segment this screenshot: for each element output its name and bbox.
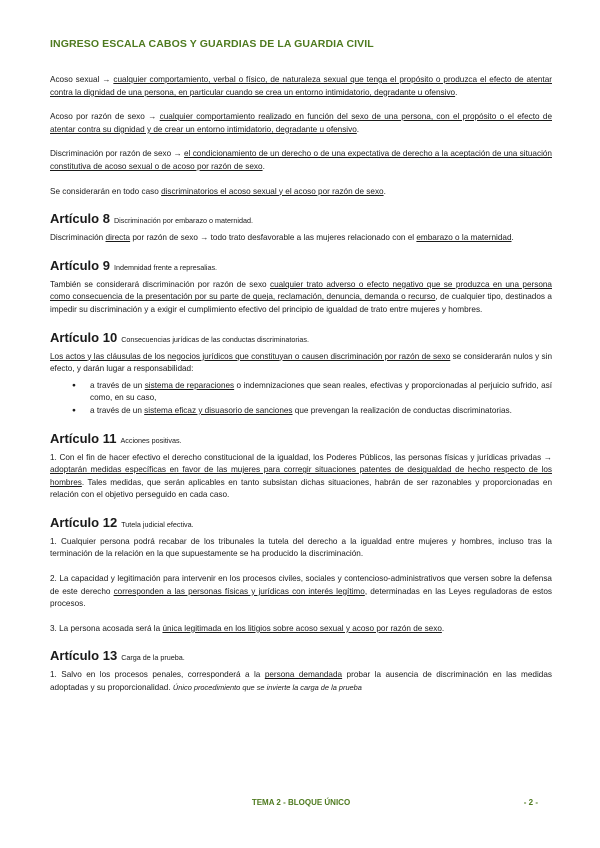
definition-acoso-sexual	[50, 74, 552, 99]
term: Discriminación por razón de sexo →	[50, 149, 185, 159]
article-subtitle: Indemnidad frente a represalias.	[113, 262, 218, 272]
definition-text: discriminatorios el acoso sexual y el acoso por razón de sexo	[161, 186, 384, 196]
article-12-paragraph-1: 1. Cualquier persona podrá recabar de los tribunales la tutela del derecho a la igualdad entre mujeres y hombres, incluso tras la terminación de la relación en la que supuestamente se ha producido la discriminación.	[50, 536, 552, 559]
article-12-heading	[50, 514, 552, 533]
article-title: Artículo 8	[50, 211, 110, 227]
text-underlined: corresponden a las personas físicas y jurídicas con interés legítimo	[113, 586, 365, 596]
text: probar la ausencia de discriminación en las medidas adoptadas y su proporcionalidad.	[50, 670, 552, 693]
punct: .	[511, 233, 514, 243]
text: a través de un	[90, 405, 145, 415]
article-9-text	[50, 279, 552, 317]
article-subtitle: Consecuencias jurídicas de las conductas discriminatorias.	[121, 334, 309, 344]
punct: .	[441, 623, 445, 633]
definition-text: cualquier comportamiento, verbal o físico, de naturaleza sexual que tenga el propósito o produzca el efecto de atentar contra la dignidad de una persona, en particular cuando se crea un entorno intimidatorio, degradante u ofensivo	[50, 75, 552, 97]
article-11-heading	[50, 430, 552, 449]
article-title: Artículo 11	[50, 430, 117, 446]
text: , de cualquier tipo, destinados a impedir su discriminación y a exigir el cumplimiento efectivo del principio de igualdad de trato entre mujeres y hombres.	[50, 292, 552, 314]
text: por razón de sexo → todo trato desfavorable a las mujeres relacionado con el	[130, 233, 417, 243]
punct: .	[383, 186, 386, 196]
text: 1. Salvo en los procesos penales, corresponderá a la	[50, 670, 265, 680]
text-underlined: sistema de reparaciones	[144, 380, 235, 390]
term: Se considerarán en todo caso	[50, 186, 162, 196]
article-8-heading	[50, 210, 552, 229]
text: se considerarán nulos y sin efecto, y darán lugar a responsabilidad:	[50, 351, 552, 374]
text: 1. Con el fin de hacer efectivo el derecho constitucional de la igualdad, los Poderes Públicos, las personas físicas y jurídicas privadas →	[50, 452, 552, 462]
text: 2. La capacidad y legitimación para intervenir en los procesos civiles, sociales y contencioso-administrativos que versen sobre la defensa de este derecho	[50, 574, 552, 596]
article-subtitle: Acciones positivas.	[120, 435, 182, 445]
article-subtitle: Discriminación por embarazo o maternidad.	[113, 216, 253, 226]
article-title: Artículo 12	[50, 514, 118, 530]
text-underlined: Los actos y las cláusulas de los negocios jurídicos que constituyan o causen discriminación por razón de sexo	[50, 351, 451, 361]
article-10-list	[50, 380, 552, 418]
article-10-text	[50, 351, 552, 376]
punct: .	[262, 161, 265, 171]
text-underlined: cualquier trato adverso o efecto negativo que se produzca en una persona como consecuencia de la presentación por su parte de queja, reclamación, denuncia, demanda o recurso	[50, 279, 552, 302]
article-subtitle: Carga de la prueba.	[121, 653, 185, 663]
article-13-text	[50, 669, 552, 694]
article-13-heading	[50, 647, 552, 666]
article-10-heading	[50, 329, 552, 348]
term: Acoso sexual →	[50, 75, 114, 84]
list-item	[90, 380, 552, 405]
punct: .	[356, 124, 360, 134]
text-underlined: embarazo o la maternidad	[416, 233, 512, 243]
article-title: Artículo 9	[50, 257, 110, 273]
definition-discriminacion	[50, 148, 552, 173]
article-title: Artículo 13	[50, 648, 118, 664]
article-subtitle: Tutela judicial efectiva.	[121, 519, 194, 529]
text-underlined: sistema eficaz y disuasorio de sanciones	[144, 405, 293, 415]
definition-text: cualquier comportamiento realizado en función del sexo de una persona, con el propósito o el efecto de atentar contra su dignidad y de crear un entorno intimidatorio, degradante u ofensivo	[50, 112, 552, 134]
text: . Tales medidas, que serán aplicables en tanto subsistan dichas situaciones, habrán de ser razonables y proporcionadas en relación con el objetivo perseguido en cada caso.	[50, 477, 552, 500]
note-italic: Único procedimiento que se invierte la carga de la prueba	[172, 683, 362, 693]
text: Discriminación	[50, 233, 106, 243]
text: 3. La persona acosada será la	[50, 623, 163, 633]
text-underlined: directa	[105, 233, 131, 243]
page-number: - 2 -	[523, 798, 538, 807]
punct: .	[455, 87, 458, 97]
text: También se considerará discriminación por razón de sexo	[50, 279, 270, 289]
footer-topic: TEMA 2 - BLOQUE ÚNICO	[251, 798, 351, 807]
definition-text: el condicionamiento de un derecho o de una expectativa de derecho a la aceptación de una situación constitutiva de acoso sexual o de acoso por razón de sexo	[50, 149, 552, 171]
definition-acoso-razon-sexo	[50, 111, 552, 136]
list-item	[90, 405, 552, 418]
text: o indemnizaciones que sean reales, efectivas y proporcionadas al perjuicio sufrido, así como, en su caso,	[90, 380, 553, 403]
page-footer	[50, 798, 552, 812]
article-9-heading	[50, 257, 552, 276]
text-underlined: persona demandada	[264, 670, 343, 680]
text: que prevengan la realización de conductas discriminatorias.	[292, 405, 512, 415]
article-11-text	[50, 452, 552, 502]
article-12-paragraph-2	[50, 573, 552, 611]
text-underlined: única legitimada en los litigios sobre acoso sexual y acoso por razón de sexo	[162, 623, 442, 633]
term: Acoso por razón de sexo →	[50, 112, 160, 122]
document-header-title: INGRESO ESCALA CABOS Y GUARDIAS DE LA GUARDIA CIVIL	[50, 38, 374, 50]
text: , determinadas en las Leyes reguladoras de estos procesos.	[50, 586, 552, 609]
article-12-paragraph-3	[50, 623, 552, 636]
text-underlined: adoptarán medidas específicas en favor de las mujeres para corregir situaciones patentes de desigualdad de hecho respecto de los hombres	[50, 465, 552, 487]
text: a través de un	[90, 380, 145, 390]
definition-discriminatorios	[50, 186, 552, 199]
article-title: Artículo 10	[50, 329, 118, 345]
article-8-text	[50, 232, 552, 245]
